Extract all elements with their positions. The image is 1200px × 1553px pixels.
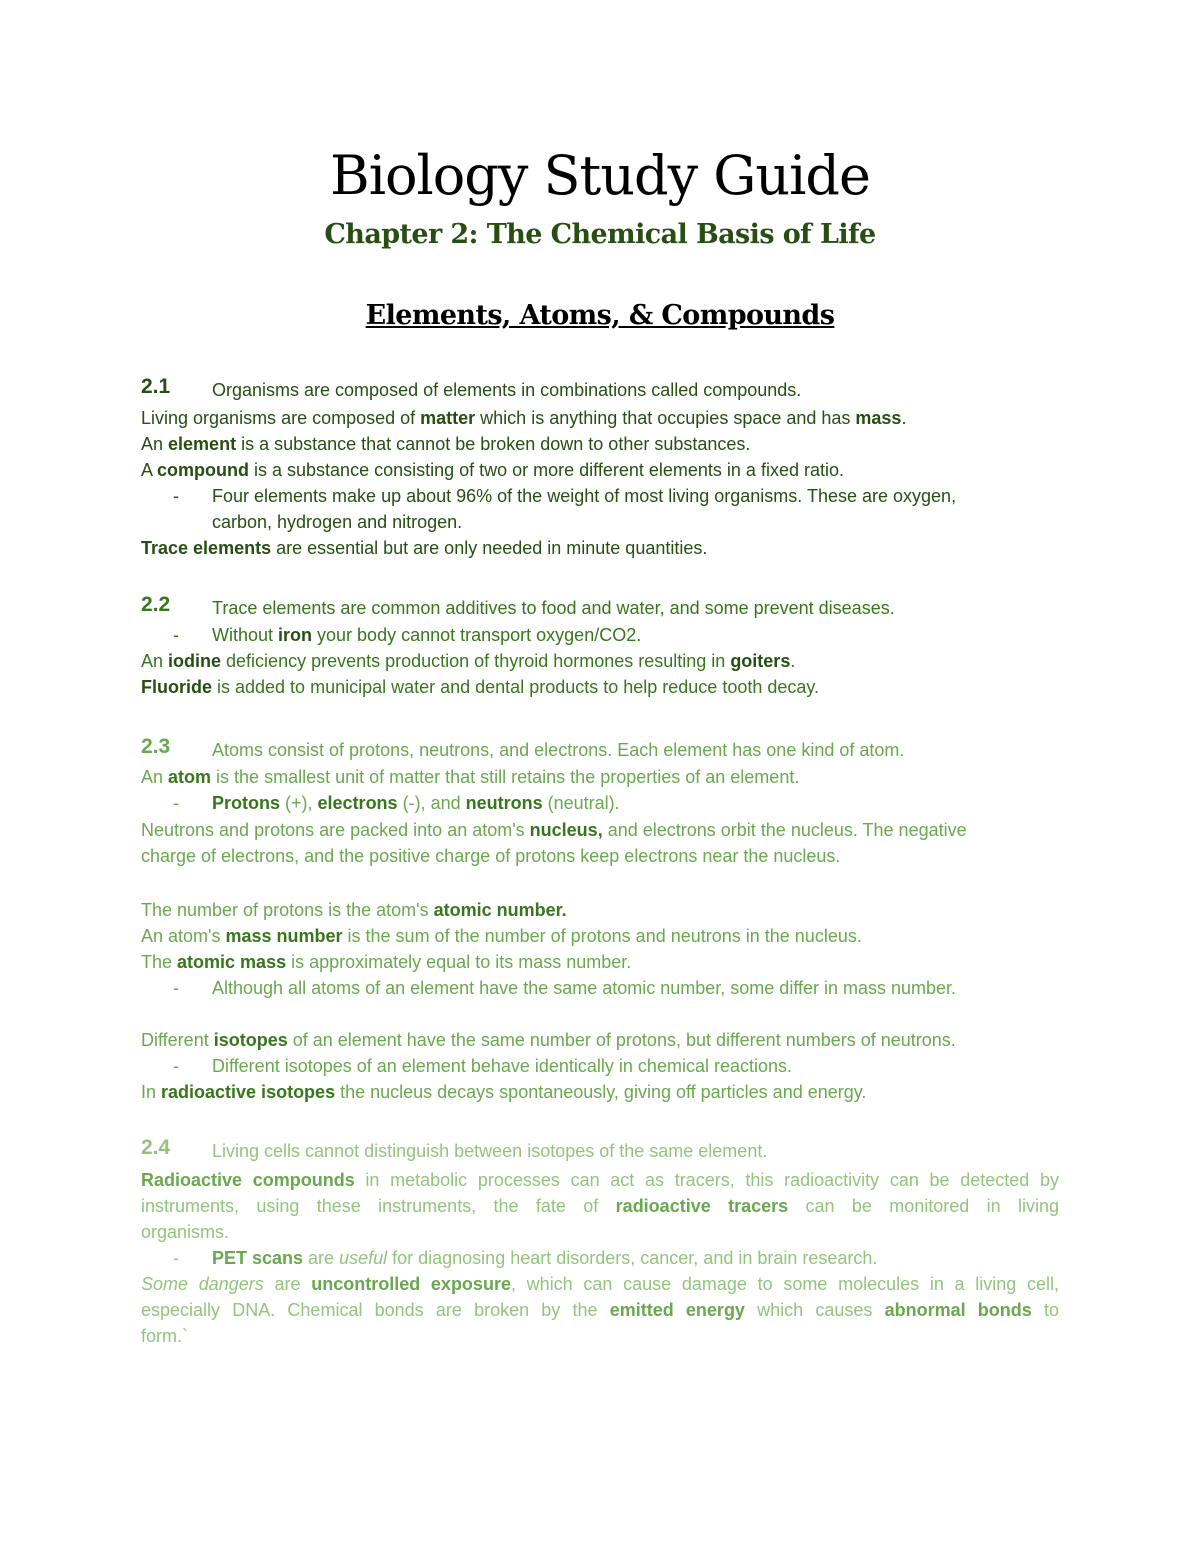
section-lead: Trace elements are common additives to food and water, and some prevent diseases.: [212, 598, 895, 618]
bullet-text: Four elements make up about 96% of the weight of most living organisms. These are oxygen,: [212, 486, 957, 506]
section-number: 2.2: [141, 593, 171, 616]
bullet-text: Protons (+), electrons (-), and neutrons (neutral).: [212, 793, 620, 813]
paragraph-line: An atom's mass number is the sum of the number of protons and neutrons in the nucleus.: [141, 926, 862, 946]
bullet-text: Different isotopes of an element behave identically in chemical reactions.: [212, 1056, 792, 1076]
paragraph-line: organisms.: [141, 1222, 230, 1242]
paragraph-line: An element is a substance that cannot be broken down to other substances.: [141, 434, 751, 454]
paragraph-line: charge of electrons, and the positive charge of protons keep electrons near the nucleus.: [141, 846, 841, 866]
section-lead: Living cells cannot distinguish between isotopes of the same element.: [212, 1141, 768, 1161]
paragraph-line: form.`: [141, 1326, 188, 1346]
bullet-dash: -: [173, 1248, 179, 1268]
document-title: Biology Study Guide: [330, 144, 870, 207]
bullet-dash: -: [173, 625, 179, 645]
paragraph-line: Some dangers are uncontrolled exposure, which can cause damage to some molecules in a living cell,: [141, 1274, 1059, 1294]
bullet-text: Without iron your body cannot transport oxygen/CO2.: [212, 625, 642, 645]
section-lead: Organisms are composed of elements in combinations called compounds.: [212, 380, 802, 400]
paragraph-line: Radioactive compounds in metabolic processes can act as tracers, this radioactivity can be detected by: [141, 1170, 1059, 1190]
paragraph-line: In radioactive isotopes the nucleus decays spontaneously, giving off particles and energy.: [141, 1082, 867, 1102]
paragraph-line: The atomic mass is approximately equal to its mass number.: [141, 952, 632, 972]
bullet-dash: -: [173, 1056, 179, 1076]
paragraph-line: especially DNA. Chemical bonds are broken by the emitted energy which causes abnormal bonds to: [141, 1300, 1059, 1320]
bullet-text: PET scans are useful for diagnosing heart disorders, cancer, and in brain research.: [212, 1248, 878, 1268]
paragraph-line: instruments, using these instruments, the fate of radioactive tracers can be monitored in living: [141, 1196, 1060, 1216]
paragraph-line: An atom is the smallest unit of matter that still retains the properties of an element.: [141, 767, 800, 787]
bullet-dash: -: [173, 793, 179, 813]
section-number: 2.3: [141, 735, 171, 758]
section-number: 2.4: [141, 1136, 171, 1159]
paragraph-line: Trace elements are essential but are only needed in minute quantities.: [141, 538, 708, 558]
bullet-text: Although all atoms of an element have the same atomic number, some differ in mass number.: [212, 978, 957, 998]
section-number: 2.1: [141, 375, 171, 398]
paragraph-line: The number of protons is the atom's atomic number.: [141, 900, 567, 920]
paragraph-line: Neutrons and protons are packed into an atom's nucleus, and electrons orbit the nucleus. The negative: [141, 820, 967, 840]
paragraph-line: Living organisms are composed of matter which is anything that occupies space and has mass.: [141, 408, 907, 428]
paragraph-line: Fluoride is added to municipal water and dental products to help reduce tooth decay.: [141, 677, 820, 697]
paragraph-line: A compound is a substance consisting of two or more different elements in a fixed ratio.: [141, 460, 844, 480]
bullet-dash: -: [173, 486, 179, 506]
section-lead: Atoms consist of protons, neutrons, and electrons. Each element has one kind of atom.: [212, 740, 905, 760]
bullet-text: carbon, hydrogen and nitrogen.: [212, 512, 463, 532]
section-heading: Elements, Atoms, & Compounds: [365, 300, 835, 331]
paragraph-line: An iodine deficiency prevents production of thyroid hormones resulting in goiters.: [141, 651, 796, 671]
chapter-subtitle: Chapter 2: The Chemical Basis of Life: [324, 219, 876, 250]
paragraph-line: Different isotopes of an element have the same number of protons, but different numbers of neutrons.: [141, 1030, 956, 1050]
bullet-dash: -: [173, 978, 179, 998]
